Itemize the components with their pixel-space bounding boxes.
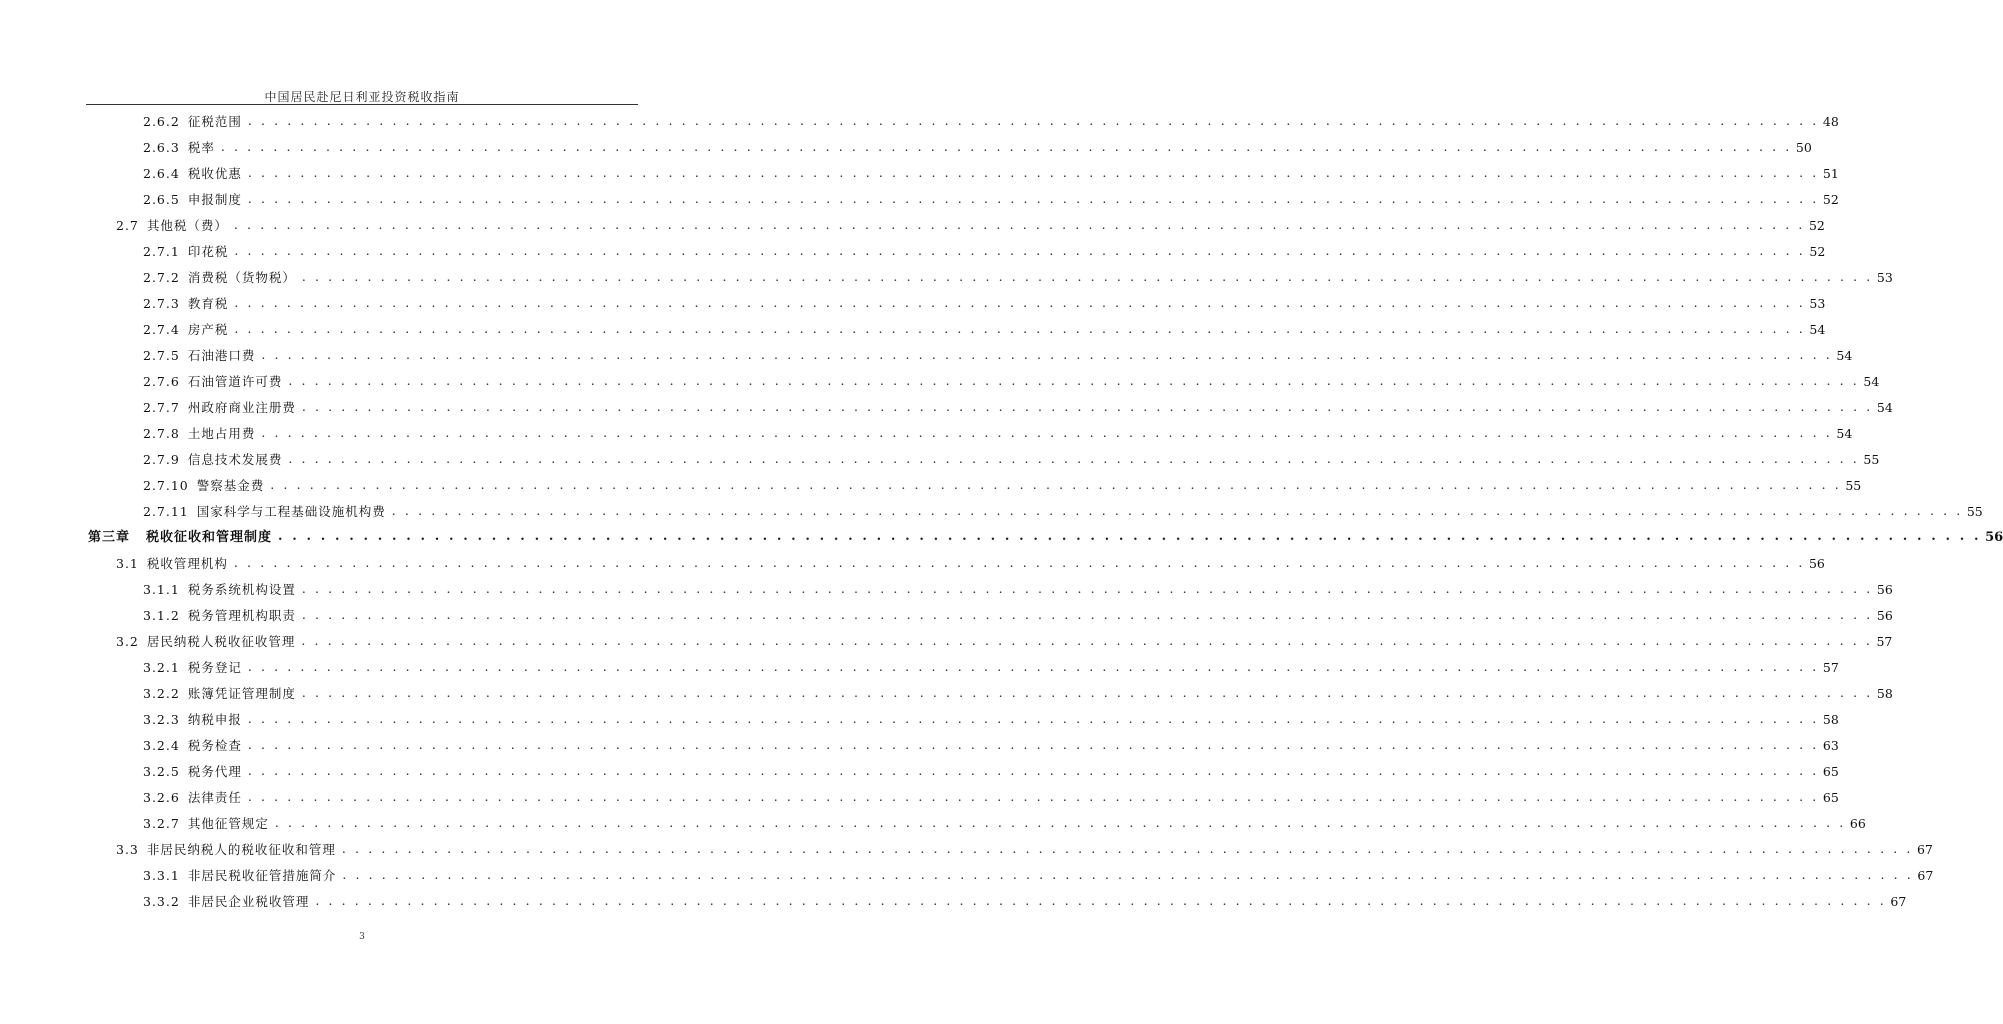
toc-entry-page: 58 bbox=[1822, 712, 1839, 727]
toc-subsection-entry[interactable] bbox=[143, 241, 1826, 263]
toc-entry-title: 信息技术发展费 bbox=[187, 452, 283, 467]
toc-entry-page: 53 bbox=[1876, 270, 1893, 285]
toc-entry-title: 账簿凭证管理制度 bbox=[187, 686, 296, 701]
toc-entry-number: 3.2.5 bbox=[143, 764, 180, 779]
toc-subsection-entry[interactable] bbox=[143, 397, 1893, 419]
toc-entry-title: 其他征管规定 bbox=[187, 816, 269, 831]
toc-entry-number: 3.2.7 bbox=[143, 816, 180, 831]
toc-entry-page: 67 bbox=[1917, 868, 1934, 883]
toc-entry-number: 3.3 bbox=[116, 842, 139, 857]
toc-dot-leader: . . . . . . . . . . . . . . . . . . . . . . . . . . . . . . . . . . . . . . . . . . . . . . . . . . . . . . . . . . . . . . . . . . . . . . . . . . . . . . . . . . . . . . . . . . . . . . . . . . . . . . . . . . . . . . . . . . . . . . . . bbox=[233, 217, 1805, 232]
toc-dot-leader: . . . . . . . . . . . . . . . . . . . . . . . . . . . . . . . . . . . . . . . . . . . . . . . . . . . . . . . . . . . . . . . . . . . . . . . . . . . . . . . . . . . . . . . . . . . . . . . . . . . . . . . . . . . . . . . . . . . . . . . . bbox=[301, 633, 1873, 648]
toc-entry-page: 54 bbox=[1809, 322, 1826, 337]
toc-entry-title: 税务代理 bbox=[187, 764, 242, 779]
toc-dot-leader: . . . . . . . . . . . . . . . . . . . . . . . . . . . . . . . . . . . . . . . . . . . . . . . . . . . . . . . . . . . . . . . . . . . . . . . . . . . . . . . . . . . . . . . . . . . . . . . . . . . . . . . . . . . . . . . . . . . . . . . . bbox=[247, 165, 1819, 180]
toc-entry-page: 53 bbox=[1809, 296, 1826, 311]
toc-entry-number: 2.7 bbox=[116, 218, 139, 233]
toc-dot-leader: . . . . . . . . . . . . . . . . . . . . . . . . . . . . . . . . . . . . . . . . . . . . . . . . . . . . . . . . . . . . . . . . . . . . . . . . . . . . . . . . . . . . . . . . . . . . . . . . . . . . . . . . . . . . . . . . . . . . . . . . bbox=[278, 529, 1982, 544]
toc-entry-page: 52 bbox=[1822, 192, 1839, 207]
toc-dot-leader: . . . . . . . . . . . . . . . . . . . . . . . . . . . . . . . . . . . . . . . . . . . . . . . . . . . . . . . . . . . . . . . . . . . . . . . . . . . . . . . . . . . . . . . . . . . . . . . . . . . . . . . . . . . . . . . . . . . . . . . . bbox=[233, 555, 1805, 570]
toc-entry-title: 法律责任 bbox=[187, 790, 242, 805]
toc-entry-page: 56 bbox=[1876, 608, 1893, 623]
toc-dot-leader: . . . . . . . . . . . . . . . . . . . . . . . . . . . . . . . . . . . . . . . . . . . . . . . . . . . . . . . . . . . . . . . . . . . . . . . . . . . . . . . . . . . . . . . . . . . . . . . . . . . . . . . . . . . . . . . . . . . . . . . . bbox=[341, 841, 1913, 856]
toc-entry-number: 2.6.2 bbox=[143, 114, 180, 129]
toc-dot-leader: . . . . . . . . . . . . . . . . . . . . . . . . . . . . . . . . . . . . . . . . . . . . . . . . . . . . . . . . . . . . . . . . . . . . . . . . . . . . . . . . . . . . . . . . . . . . . . . . . . . . . . . . . . . . . . . . . . . . . . . . bbox=[234, 295, 1806, 310]
toc-entry-page: 67 bbox=[1916, 842, 1933, 857]
toc-entry-number: 2.6.5 bbox=[143, 192, 180, 207]
toc-entry-number: 2.7.2 bbox=[143, 270, 180, 285]
toc-subsection-entry[interactable] bbox=[143, 605, 1893, 627]
toc-entry-title: 国家科学与工程基础设施机构费 bbox=[196, 504, 386, 519]
toc-entry-number: 2.7.6 bbox=[143, 374, 180, 389]
toc-section-entry[interactable] bbox=[116, 631, 1893, 653]
toc-subsection-entry[interactable] bbox=[143, 865, 1934, 887]
toc-entry-number: 2.7.5 bbox=[143, 348, 180, 363]
toc-entry-number: 2.7.3 bbox=[143, 296, 180, 311]
toc-entry-title: 税务登记 bbox=[187, 660, 242, 675]
toc-entry-title: 州政府商业注册费 bbox=[187, 400, 296, 415]
toc-dot-leader: . . . . . . . . . . . . . . . . . . . . . . . . . . . . . . . . . . . . . . . . . . . . . . . . . . . . . . . . . . . . . . . . . . . . . . . . . . . . . . . . . . . . . . . . . . . . . . . . . . . . . . . . . . . . . . . . . . . . . . . . bbox=[301, 269, 1873, 284]
toc-dot-leader: . . . . . . . . . . . . . . . . . . . . . . . . . . . . . . . . . . . . . . . . . . . . . . . . . . . . . . . . . . . . . . . . . . . . . . . . . . . . . . . . . . . . . . . . . . . . . . . . . . . . . . . . . . . . . . . . . . . . . . . . bbox=[220, 139, 1792, 154]
toc-entry-page: 56 bbox=[1985, 530, 2003, 545]
toc-entry-title: 申报制度 bbox=[187, 192, 242, 207]
toc-section-entry[interactable] bbox=[116, 553, 1825, 575]
toc-entry-page: 54 bbox=[1876, 400, 1893, 415]
toc-entry-title: 税务检查 bbox=[187, 738, 242, 753]
toc-dot-leader: . . . . . . . . . . . . . . . . . . . . . . . . . . . . . . . . . . . . . . . . . . . . . . . . . . . . . . . . . . . . . . . . . . . . . . . . . . . . . . . . . . . . . . . . . . . . . . . . . . . . . . . . . . . . . . . . . . . . . . . . bbox=[261, 425, 1833, 440]
toc-dot-leader: . . . . . . . . . . . . . . . . . . . . . . . . . . . . . . . . . . . . . . . . . . . . . . . . . . . . . . . . . . . . . . . . . . . . . . . . . . . . . . . . . . . . . . . . . . . . . . . . . . . . . . . . . . . . . . . . . . . . . . . . bbox=[247, 763, 1819, 778]
toc-dot-leader: . . . . . . . . . . . . . . . . . . . . . . . . . . . . . . . . . . . . . . . . . . . . . . . . . . . . . . . . . . . . . . . . . . . . . . . . . . . . . . . . . . . . . . . . . . . . . . . . . . . . . . . . . . . . . . . . . . . . . . . . bbox=[247, 711, 1819, 726]
toc-entry-title: 居民纳税人税收征收管理 bbox=[146, 634, 296, 649]
toc-entry-number: 3.1.1 bbox=[143, 582, 180, 597]
toc-entry-number: 3.2.4 bbox=[143, 738, 180, 753]
toc-entry-page: 67 bbox=[1890, 894, 1907, 909]
toc-dot-leader: . . . . . . . . . . . . . . . . . . . . . . . . . . . . . . . . . . . . . . . . . . . . . . . . . . . . . . . . . . . . . . . . . . . . . . . . . . . . . . . . . . . . . . . . . . . . . . . . . . . . . . . . . . . . . . . . . . . . . . . . bbox=[247, 191, 1819, 206]
toc-entry-page: 55 bbox=[1966, 504, 1983, 519]
toc-dot-leader: . . . . . . . . . . . . . . . . . . . . . . . . . . . . . . . . . . . . . . . . . . . . . . . . . . . . . . . . . . . . . . . . . . . . . . . . . . . . . . . . . . . . . . . . . . . . . . . . . . . . . . . . . . . . . . . . . . . . . . . . bbox=[342, 867, 1914, 882]
toc-entry-number: 2.7.10 bbox=[143, 478, 189, 493]
toc-subsection-entry[interactable] bbox=[143, 423, 1853, 445]
toc-entry-page: 50 bbox=[1795, 140, 1812, 155]
toc-subsection-entry[interactable] bbox=[143, 371, 1880, 393]
toc-dot-leader: . . . . . . . . . . . . . . . . . . . . . . . . . . . . . . . . . . . . . . . . . . . . . . . . . . . . . . . . . . . . . . . . . . . . . . . . . . . . . . . . . . . . . . . . . . . . . . . . . . . . . . . . . . . . . . . . . . . . . . . . bbox=[288, 451, 1860, 466]
toc-entry-number: 3.2.3 bbox=[143, 712, 180, 727]
toc-section-entry[interactable] bbox=[116, 215, 1825, 237]
toc-dot-leader: . . . . . . . . . . . . . . . . . . . . . . . . . . . . . . . . . . . . . . . . . . . . . . . . . . . . . . . . . . . . . . . . . . . . . . . . . . . . . . . . . . . . . . . . . . . . . . . . . . . . . . . . . . . . . . . . . . . . . . . . bbox=[301, 581, 1873, 596]
toc-entry-page: 66 bbox=[1849, 816, 1866, 831]
page-number: 3 bbox=[359, 932, 365, 942]
running-header: 中国居民赴尼日利亚投资税收指南 bbox=[264, 90, 460, 104]
header-divider bbox=[86, 104, 638, 105]
toc-entry-title: 房产税 bbox=[187, 322, 229, 337]
toc-dot-leader: . . . . . . . . . . . . . . . . . . . . . . . . . . . . . . . . . . . . . . . . . . . . . . . . . . . . . . . . . . . . . . . . . . . . . . . . . . . . . . . . . . . . . . . . . . . . . . . . . . . . . . . . . . . . . . . . . . . . . . . . bbox=[247, 737, 1819, 752]
toc-dot-leader: . . . . . . . . . . . . . . . . . . . . . . . . . . . . . . . . . . . . . . . . . . . . . . . . . . . . . . . . . . . . . . . . . . . . . . . . . . . . . . . . . . . . . . . . . . . . . . . . . . . . . . . . . . . . . . . . . . . . . . . . bbox=[301, 685, 1873, 700]
toc-entry-number: 3.2.6 bbox=[143, 790, 180, 805]
toc-entry-number: 2.7.4 bbox=[143, 322, 180, 337]
toc-entry-title: 石油管道许可费 bbox=[187, 374, 283, 389]
toc-subsection-entry[interactable] bbox=[143, 189, 1839, 211]
toc-entry-title: 税收管理机构 bbox=[146, 556, 228, 571]
toc-entry-number: 2.6.3 bbox=[143, 140, 180, 155]
toc-subsection-entry[interactable] bbox=[143, 345, 1853, 367]
toc-dot-leader: . . . . . . . . . . . . . . . . . . . . . . . . . . . . . . . . . . . . . . . . . . . . . . . . . . . . . . . . . . . . . . . . . . . . . . . . . . . . . . . . . . . . . . . . . . . . . . . . . . . . . . . . . . . . . . . . . . . . . . . . bbox=[301, 399, 1873, 414]
toc-entry-page: 48 bbox=[1822, 114, 1839, 129]
toc-subsection-entry[interactable] bbox=[143, 319, 1826, 341]
toc-entry-title: 消费税（货物税） bbox=[187, 270, 296, 285]
toc-subsection-entry[interactable] bbox=[143, 293, 1826, 315]
toc-dot-leader: . . . . . . . . . . . . . . . . . . . . . . . . . . . . . . . . . . . . . . . . . . . . . . . . . . . . . . . . . . . . . . . . . . . . . . . . . . . . . . . . . . . . . . . . . . . . . . . . . . . . . . . . . . . . . . . . . . . . . . . . bbox=[274, 815, 1846, 830]
toc-dot-leader: . . . . . . . . . . . . . . . . . . . . . . . . . . . . . . . . . . . . . . . . . . . . . . . . . . . . . . . . . . . . . . . . . . . . . . . . . . . . . . . . . . . . . . . . . . . . . . . . . . . . . . . . . . . . . . . . . . . . . . . . bbox=[301, 607, 1873, 622]
toc-entry-page: 52 bbox=[1809, 244, 1826, 259]
toc-entry-page: 55 bbox=[1863, 452, 1880, 467]
toc-entry-title: 非居民企业税收管理 bbox=[187, 894, 310, 909]
toc-entry-number: 3.2 bbox=[116, 634, 139, 649]
toc-subsection-entry[interactable] bbox=[143, 891, 1907, 913]
toc-entry-title: 石油港口费 bbox=[187, 348, 256, 363]
toc-entry-page: 65 bbox=[1822, 790, 1839, 805]
toc-dot-leader: . . . . . . . . . . . . . . . . . . . . . . . . . . . . . . . . . . . . . . . . . . . . . . . . . . . . . . . . . . . . . . . . . . . . . . . . . . . . . . . . . . . . . . . . . . . . . . . . . . . . . . . . . . . . . . . . . . . . . . . . bbox=[391, 503, 1963, 518]
toc-dot-leader: . . . . . . . . . . . . . . . . . . . . . . . . . . . . . . . . . . . . . . . . . . . . . . . . . . . . . . . . . . . . . . . . . . . . . . . . . . . . . . . . . . . . . . . . . . . . . . . . . . . . . . . . . . . . . . . . . . . . . . . . bbox=[270, 477, 1842, 492]
toc-entry-title: 税务管理机构职责 bbox=[187, 608, 296, 623]
toc-subsection-entry[interactable] bbox=[143, 137, 1812, 159]
toc-entry-number: 3.2.1 bbox=[143, 660, 180, 675]
toc-entry-number: 3.3.1 bbox=[143, 868, 180, 883]
toc-entry-title: 教育税 bbox=[187, 296, 229, 311]
toc-entry-number: 2.7.7 bbox=[143, 400, 180, 415]
toc-entry-title: 土地占用费 bbox=[187, 426, 256, 441]
toc-subsection-entry[interactable] bbox=[143, 709, 1839, 731]
toc-entry-page: 54 bbox=[1863, 374, 1880, 389]
toc-subsection-entry[interactable] bbox=[143, 787, 1839, 809]
toc-entry-number: 3.1 bbox=[116, 556, 139, 571]
toc-entry-page: 63 bbox=[1822, 738, 1839, 753]
toc-subsection-entry[interactable] bbox=[143, 501, 1983, 523]
toc-dot-leader: . . . . . . . . . . . . . . . . . . . . . . . . . . . . . . . . . . . . . . . . . . . . . . . . . . . . . . . . . . . . . . . . . . . . . . . . . . . . . . . . . . . . . . . . . . . . . . . . . . . . . . . . . . . . . . . . . . . . . . . . bbox=[247, 659, 1819, 674]
toc-subsection-entry[interactable] bbox=[143, 475, 1862, 497]
toc-entry-title: 税收征收和管理制度 bbox=[146, 530, 273, 545]
toc-subsection-entry[interactable] bbox=[143, 111, 1839, 133]
toc-dot-leader: . . . . . . . . . . . . . . . . . . . . . . . . . . . . . . . . . . . . . . . . . . . . . . . . . . . . . . . . . . . . . . . . . . . . . . . . . . . . . . . . . . . . . . . . . . . . . . . . . . . . . . . . . . . . . . . . . . . . . . . . bbox=[247, 789, 1819, 804]
toc-dot-leader: . . . . . . . . . . . . . . . . . . . . . . . . . . . . . . . . . . . . . . . . . . . . . . . . . . . . . . . . . . . . . . . . . . . . . . . . . . . . . . . . . . . . . . . . . . . . . . . . . . . . . . . . . . . . . . . . . . . . . . . . bbox=[315, 893, 1887, 908]
toc-dot-leader: . . . . . . . . . . . . . . . . . . . . . . . . . . . . . . . . . . . . . . . . . . . . . . . . . . . . . . . . . . . . . . . . . . . . . . . . . . . . . . . . . . . . . . . . . . . . . . . . . . . . . . . . . . . . . . . . . . . . . . . . bbox=[234, 321, 1806, 336]
toc-entry-title: 税收优惠 bbox=[187, 166, 242, 181]
toc-subsection-entry[interactable] bbox=[143, 683, 1893, 705]
toc-subsection-entry[interactable] bbox=[143, 163, 1839, 185]
toc-subsection-entry[interactable] bbox=[143, 657, 1839, 679]
toc-entry-page: 56 bbox=[1876, 582, 1893, 597]
toc-entry-number: 第三章 bbox=[88, 530, 131, 545]
toc-entry-page: 56 bbox=[1808, 556, 1825, 571]
toc-entry-page: 54 bbox=[1836, 426, 1853, 441]
toc-chapter-entry[interactable] bbox=[88, 527, 2003, 549]
toc-dot-leader: . . . . . . . . . . . . . . . . . . . . . . . . . . . . . . . . . . . . . . . . . . . . . . . . . . . . . . . . . . . . . . . . . . . . . . . . . . . . . . . . . . . . . . . . . . . . . . . . . . . . . . . . . . . . . . . . . . . . . . . . bbox=[261, 347, 1833, 362]
toc-entry-number: 2.7.8 bbox=[143, 426, 180, 441]
toc-subsection-entry[interactable] bbox=[143, 579, 1893, 601]
toc-entry-number: 3.3.2 bbox=[143, 894, 180, 909]
toc-dot-leader: . . . . . . . . . . . . . . . . . . . . . . . . . . . . . . . . . . . . . . . . . . . . . . . . . . . . . . . . . . . . . . . . . . . . . . . . . . . . . . . . . . . . . . . . . . . . . . . . . . . . . . . . . . . . . . . . . . . . . . . . bbox=[234, 243, 1806, 258]
toc-entry-number: 2.7.1 bbox=[143, 244, 180, 259]
toc-entry-number: 2.7.11 bbox=[143, 504, 189, 519]
toc-entry-title: 纳税申报 bbox=[187, 712, 242, 727]
toc-entry-title: 警察基金费 bbox=[196, 478, 265, 493]
toc-subsection-entry[interactable] bbox=[143, 267, 1893, 289]
toc-entry-number: 2.6.4 bbox=[143, 166, 180, 181]
toc-entry-page: 57 bbox=[1822, 660, 1839, 675]
toc-entry-title: 税务系统机构设置 bbox=[187, 582, 296, 597]
toc-entry-number: 3.1.2 bbox=[143, 608, 180, 623]
toc-subsection-entry[interactable] bbox=[143, 813, 1866, 835]
toc-entry-title: 印花税 bbox=[187, 244, 229, 259]
toc-entry-page: 55 bbox=[1845, 478, 1862, 493]
toc-dot-leader: . . . . . . . . . . . . . . . . . . . . . . . . . . . . . . . . . . . . . . . . . . . . . . . . . . . . . . . . . . . . . . . . . . . . . . . . . . . . . . . . . . . . . . . . . . . . . . . . . . . . . . . . . . . . . . . . . . . . . . . . bbox=[247, 113, 1819, 128]
toc-entry-page: 54 bbox=[1836, 348, 1853, 363]
toc-entry-title: 其他税（费） bbox=[146, 218, 228, 233]
toc-entry-page: 58 bbox=[1876, 686, 1893, 701]
toc-subsection-entry[interactable] bbox=[143, 761, 1839, 783]
toc-entry-number: 2.7.9 bbox=[143, 452, 180, 467]
toc-entry-title: 征税范围 bbox=[187, 114, 242, 129]
toc-entry-page: 51 bbox=[1822, 166, 1839, 181]
toc-entry-number: 3.2.2 bbox=[143, 686, 180, 701]
toc-entry-title: 税率 bbox=[187, 140, 215, 155]
toc-dot-leader: . . . . . . . . . . . . . . . . . . . . . . . . . . . . . . . . . . . . . . . . . . . . . . . . . . . . . . . . . . . . . . . . . . . . . . . . . . . . . . . . . . . . . . . . . . . . . . . . . . . . . . . . . . . . . . . . . . . . . . . . bbox=[288, 373, 1860, 388]
toc-entry-page: 52 bbox=[1808, 218, 1825, 233]
toc-subsection-entry[interactable] bbox=[143, 449, 1880, 471]
toc-entry-title: 非居民税收征管措施简介 bbox=[187, 868, 337, 883]
toc-section-entry[interactable] bbox=[116, 839, 1933, 861]
toc-entry-page: 65 bbox=[1822, 764, 1839, 779]
toc-entry-page: 57 bbox=[1876, 634, 1893, 649]
toc-entry-title: 非居民纳税人的税收征收和管理 bbox=[146, 842, 336, 857]
toc-subsection-entry[interactable] bbox=[143, 735, 1839, 757]
